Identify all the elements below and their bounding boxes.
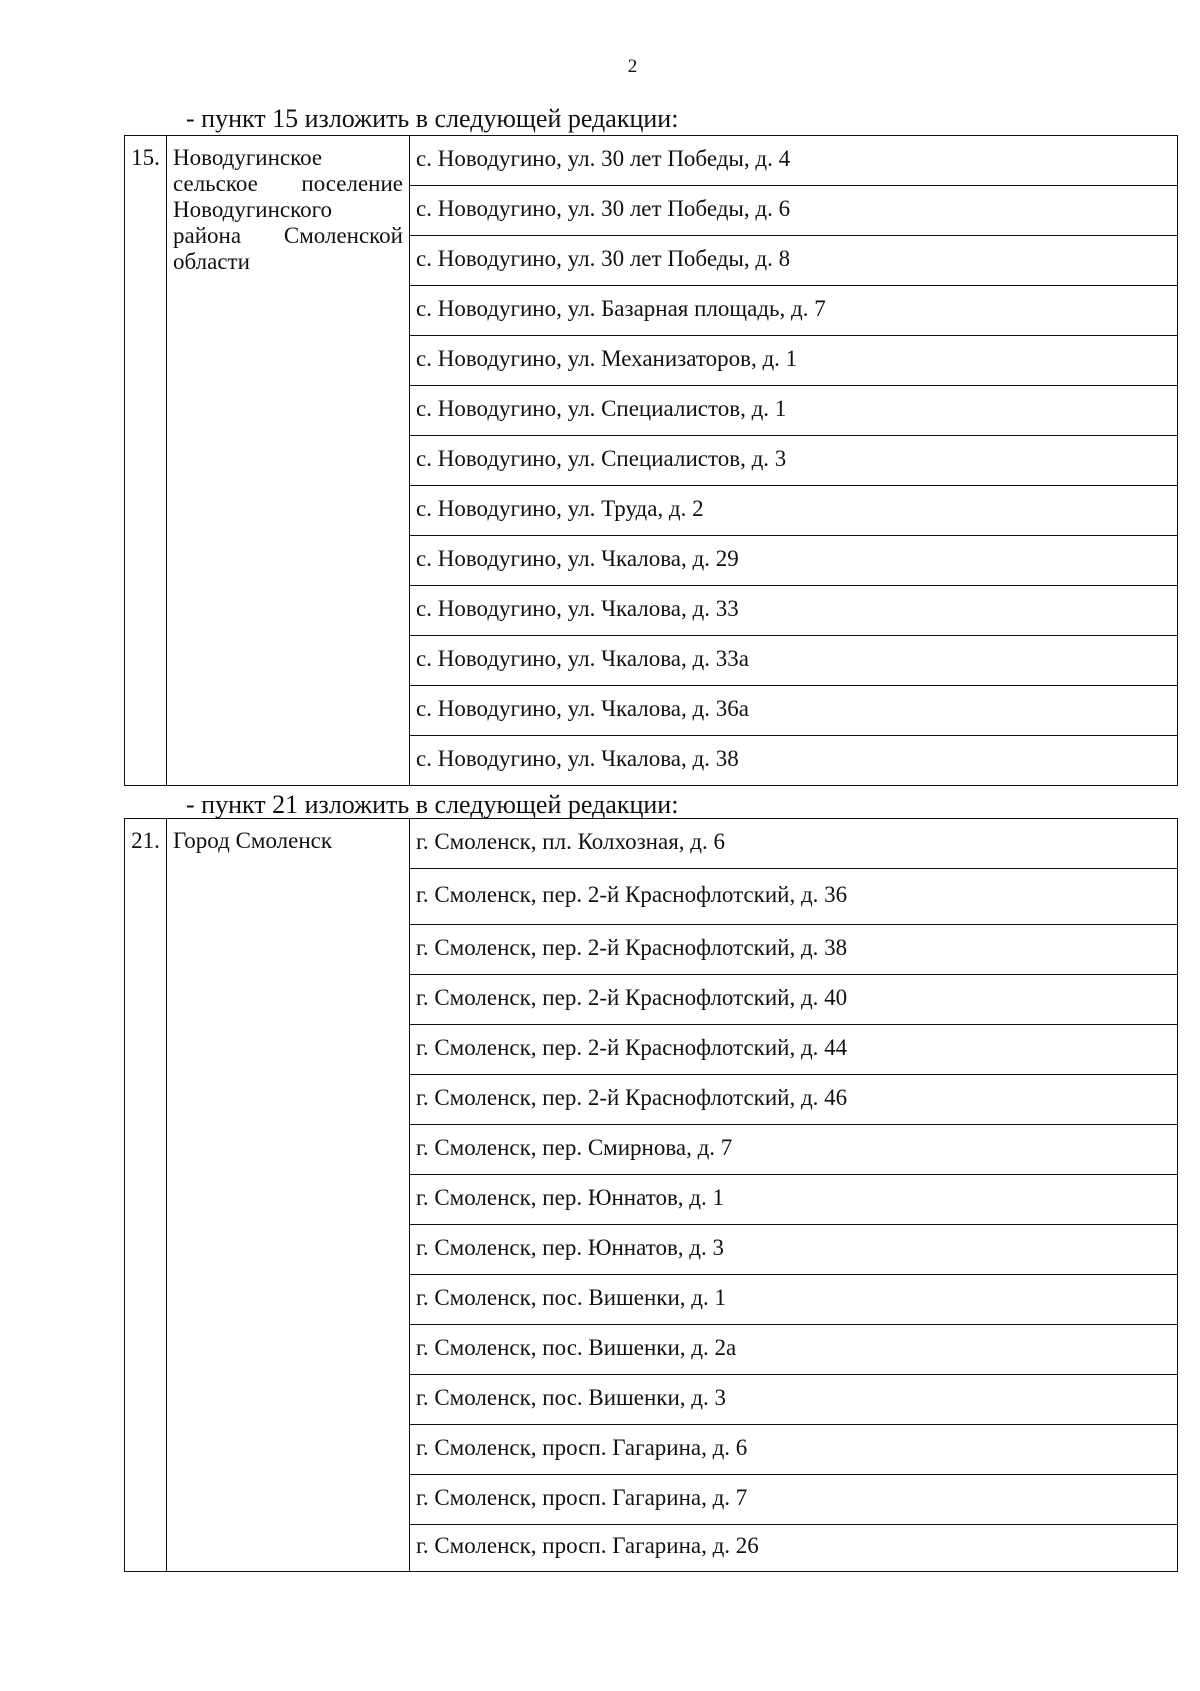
address-text: г. Смоленск, пер. 2-й Краснофлотский, д. 46 bbox=[416, 1084, 848, 1110]
section-21-table bbox=[124, 818, 1178, 1572]
address-text: г. Смоленск, пер. 2-й Краснофлотский, д. 36 bbox=[416, 881, 848, 907]
address-text: г. Смоленск, пер. 2-й Краснофлотский, д. 38 bbox=[416, 934, 848, 960]
address-text: г. Смоленск, пос. Вишенки, д. 2а bbox=[416, 1334, 737, 1360]
address-cell bbox=[410, 736, 1178, 786]
address-text: г. Смоленск, просп. Гагарина, д. 6 bbox=[416, 1434, 748, 1460]
address-cell bbox=[410, 486, 1178, 536]
address-cell bbox=[410, 586, 1178, 636]
address-cell bbox=[410, 1175, 1178, 1225]
address-cell bbox=[410, 1225, 1178, 1275]
address-cell bbox=[410, 1125, 1178, 1175]
address-text: г. Смоленск, просп. Гагарина, д. 7 bbox=[416, 1484, 748, 1510]
address-text: г. Смоленск, пос. Вишенки, д. 1 bbox=[416, 1284, 726, 1310]
address-cell bbox=[410, 186, 1178, 236]
address-text: с. Новодугино, ул. Специалистов, д. 3 bbox=[416, 445, 787, 471]
address-text: г. Смоленск, пер. 2-й Краснофлотский, д. 44 bbox=[416, 1034, 848, 1060]
address-text: г. Смоленск, просп. Гагарина, д. 26 bbox=[416, 1533, 759, 1558]
address-cell bbox=[410, 1425, 1178, 1475]
address-cell bbox=[410, 869, 1178, 925]
address-text: с. Новодугино, ул. Чкалова, д. 33а bbox=[416, 645, 749, 671]
address-text: с. Новодугино, ул. 30 лет Победы, д. 6 bbox=[416, 195, 791, 221]
address-cell bbox=[410, 1025, 1178, 1075]
address-cell bbox=[410, 1475, 1178, 1525]
address-cell bbox=[410, 636, 1178, 686]
section-21-heading: - пункт 21 изложить в следующей редакции: bbox=[186, 790, 679, 819]
address-cell bbox=[410, 1375, 1178, 1425]
address-text: с. Новодугино, ул. Механизаторов, д. 1 bbox=[416, 345, 798, 371]
address-cell bbox=[410, 136, 1178, 186]
address-text: с. Новодугино, ул. Труда, д. 2 bbox=[416, 495, 704, 521]
address-cell bbox=[410, 686, 1178, 736]
address-text: с. Новодугино, ул. Чкалова, д. 38 bbox=[416, 745, 739, 771]
address-text: с. Новодугино, ул. Чкалова, д. 36а bbox=[416, 695, 749, 721]
address-text: г. Смоленск, пер. 2-й Краснофлотский, д. 40 bbox=[416, 984, 848, 1010]
organization-name: Город Смоленск bbox=[167, 819, 410, 1572]
item-number: 21. bbox=[125, 819, 167, 1572]
address-cell bbox=[410, 386, 1178, 436]
item-number: 15. bbox=[125, 136, 167, 786]
address-cell bbox=[410, 925, 1178, 975]
address-text: г. Смоленск, пер. Юннатов, д. 1 bbox=[416, 1184, 725, 1210]
page-number: 2 bbox=[627, 56, 638, 77]
address-cell bbox=[410, 1525, 1178, 1572]
address-text: г. Смоленск, пос. Вишенки, д. 3 bbox=[416, 1384, 726, 1410]
address-cell bbox=[410, 819, 1178, 869]
table-row bbox=[125, 136, 1178, 186]
address-cell bbox=[410, 1325, 1178, 1375]
address-cell bbox=[410, 336, 1178, 386]
address-cell bbox=[410, 1275, 1178, 1325]
address-text: с. Новодугино, ул. Чкалова, д. 29 bbox=[416, 545, 739, 571]
address-text: с. Новодугино, ул. Специалистов, д. 1 bbox=[416, 395, 787, 421]
address-cell bbox=[410, 436, 1178, 486]
address-text: с. Новодугино, ул. 30 лет Победы, д. 8 bbox=[416, 245, 791, 271]
address-cell bbox=[410, 975, 1178, 1025]
address-text: г. Смоленск, пер. Юннатов, д. 3 bbox=[416, 1234, 725, 1260]
address-text: г. Смоленск, пл. Колхозная, д. 6 bbox=[416, 828, 725, 854]
address-cell bbox=[410, 1075, 1178, 1125]
address-text: с. Новодугино, ул. Чкалова, д. 33 bbox=[416, 595, 739, 621]
table-row bbox=[125, 819, 1178, 869]
section-15-heading: - пункт 15 изложить в следующей редакции: bbox=[186, 104, 679, 133]
organization-name: Новодугинское сельское поселение Новодугинского района Смоленской области bbox=[167, 136, 410, 786]
address-cell bbox=[410, 536, 1178, 586]
address-text: г. Смоленск, пер. Смирнова, д. 7 bbox=[416, 1134, 733, 1160]
address-text: с. Новодугино, ул. 30 лет Победы, д. 4 bbox=[416, 145, 791, 171]
address-text: с. Новодугино, ул. Базарная площадь, д. 7 bbox=[416, 295, 826, 321]
section-15-table bbox=[124, 135, 1178, 786]
address-cell bbox=[410, 286, 1178, 336]
address-cell bbox=[410, 236, 1178, 286]
